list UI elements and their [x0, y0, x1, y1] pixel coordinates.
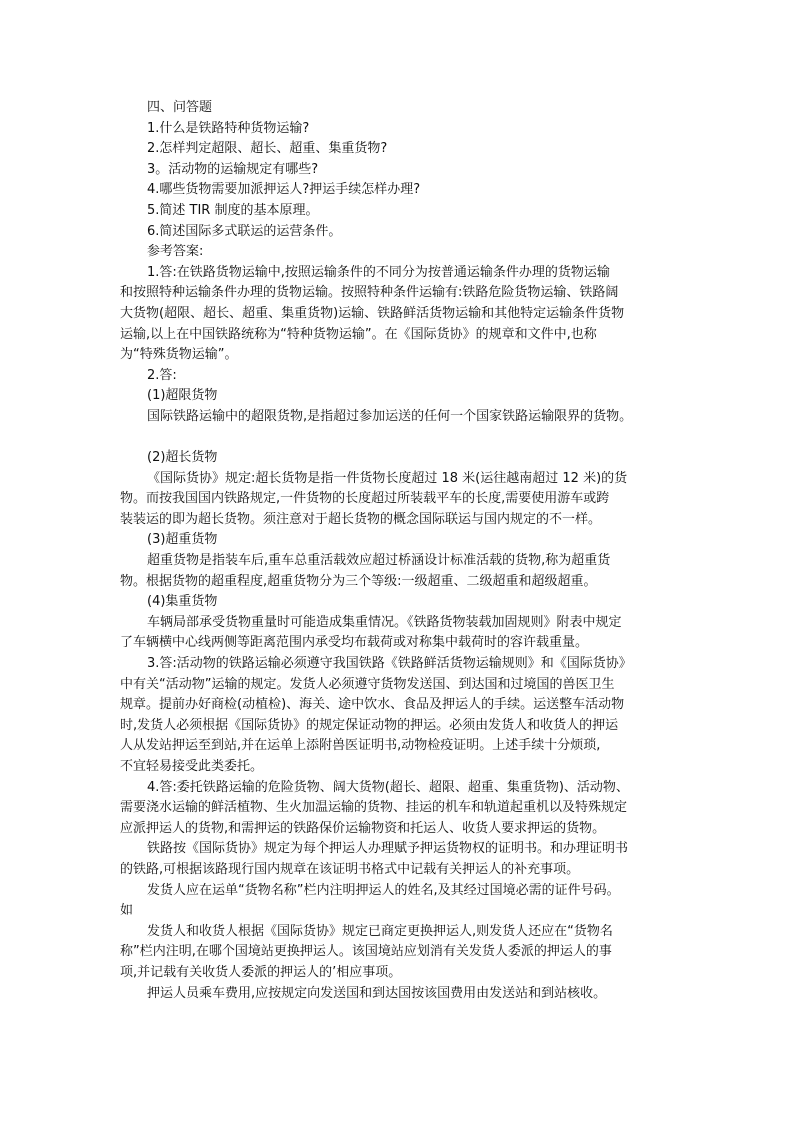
text-line: (3)超重货物	[147, 532, 218, 548]
text-line: 国际铁路运输中的超限货物,是指超过参加运送的任何一个国家铁路运输限界的货物。	[147, 408, 633, 424]
text-line: 超重货物是指装车后,重车总重活载效应超过桥涵设计标准活载的货物,称为超重货	[147, 553, 611, 569]
text-line: 的铁路,可根据该路现行国内规章在该证明书格式中记载有关押运人的补充事项。	[120, 861, 580, 877]
text-line: 应派押运人的货物,和需押运的铁路保价运输物资和托运人、收货人要求押运的货物。	[120, 820, 606, 836]
text-line: 2.答:	[147, 367, 177, 383]
text-line: 和按照特种运输条件办理的货物运输。按照特种条件运输有:铁路危险货物运输、铁路阔	[120, 285, 619, 301]
text-line: 需要浇水运输的鲜活植物、生火加温运输的货物、挂运的机车和轨道起重机以及特殊规定	[120, 800, 628, 816]
text-line: 如	[120, 903, 134, 919]
text-line: (4)集重货物	[147, 594, 218, 610]
text-line: 4.答:委托铁路运输的危险货物、阔大货物(超长、超限、超重、集重货物)、活动物、	[147, 779, 629, 795]
text-line: 运输,以上在中国铁路统称为“特种货物运输”。在《国际货协》的规章和文件中,也称	[120, 326, 597, 342]
text-line: 铁路按《国际货协》规定为每个押运人办理赋予押运货物权的证明书。和办理证明书	[147, 841, 629, 857]
text-line: 车辆局部承受货物重量时可能造成集重情况。《铁路货物装载加固规则》附表中规定	[147, 614, 622, 630]
text-line: 人从发站押运至到站,并在运单上添附兽医证明书,动物检疫证明。上述手续十分烦琐,	[120, 738, 601, 754]
text-line: 5.简述 TIR 制度的基本原理。	[147, 202, 319, 218]
text-line: 了车辆横中心线两侧等距离范围内承受均布载荷或对称集中载荷时的容许载重量。	[120, 635, 589, 651]
text-line: (2)超长货物	[147, 450, 218, 466]
text-line: (1)超限货物	[147, 388, 218, 404]
text-line: 项,并记载有关收货人委派的押运人的’相应事项。	[120, 964, 402, 980]
text-line: 装装运的即为超长货物。须注意对于超长货物的概念国际联运与国内规定的不一样。	[120, 511, 602, 527]
text-line: 1.什么是铁路特种货物运输?	[147, 120, 310, 136]
text-line: 参考答案:	[147, 244, 204, 260]
text-line: 规章。提前办好商检(动植检)、海关、途中饮水、食品及押运人的手续。运送整车活动物	[120, 697, 625, 713]
text-line: 4.哪些货物需要加派押运人?押运手续怎样办理?	[147, 182, 421, 198]
text-line: 押运人员乘车费用,应按规定向发送国和到达国按该国费用由发送站和到站核收。	[147, 985, 607, 1001]
text-line: 1.答:在铁路货物运输中,按照运输条件的不同分为按普通运输条件办理的货物运输	[147, 264, 610, 280]
text-line: 为“特殊货物运输”。	[120, 347, 238, 363]
text-line: 3.答:活动物的铁路运输必须遵守我国铁路《铁路鲜活货物运输规则》和《国际货协》	[147, 656, 632, 672]
text-line: 不宜轻易接受此类委托。	[120, 759, 264, 774]
text-line: 2.怎样判定超限、超长、超重、集重货物?	[147, 141, 388, 157]
text-line: 称”栏内注明,在哪个国境站更换押运人。该国境站应划消有关发货人委派的押运人的事	[120, 944, 612, 960]
text-line: 6.简述国际多式联运的运营条件。	[147, 223, 342, 239]
text-line: 发货人和收货人根据《国际货协》规定已商定更换押运人,则发货人还应在“货物名	[147, 923, 613, 939]
text-line: 发货人应在运单“货物名称”栏内注明押运人的姓名,及其经过国境必需的证件号码。	[147, 882, 620, 898]
text-line: 中有关“活动物”运输的规定。发货人必须遵守货物发送国、到达国和过境国的兽医卫生	[120, 676, 615, 692]
document-body	[120, 98, 686, 1004]
text-line: 四、问答题	[147, 100, 213, 115]
text-line: 物。根据货物的超重程度,超重货物分为三个等级:一级超重、二级超重和超级超重。	[120, 573, 597, 589]
text-line	[120, 428, 686, 449]
text-line: 物。而按我国国内铁路规定,一件货物的长度超过所装载平车的长度,需要使用游车或跨	[120, 491, 610, 507]
text-line: 大货物(超限、超长、超重、集重货物)运输、铁路鲜活货物运输和其他特定运输条件货物	[120, 305, 625, 321]
text-line: 时,发货人必须根据《国际货协》的规定保证动物的押运。必须由发货人和收货人的押运	[120, 717, 619, 733]
text-line: 《国际货协》规定:超长货物是指一件货物长度超过 18 米(运往越南超过 12 米)的货	[147, 470, 628, 486]
text-line: 3。活动物的运输规定有哪些?	[147, 161, 319, 177]
